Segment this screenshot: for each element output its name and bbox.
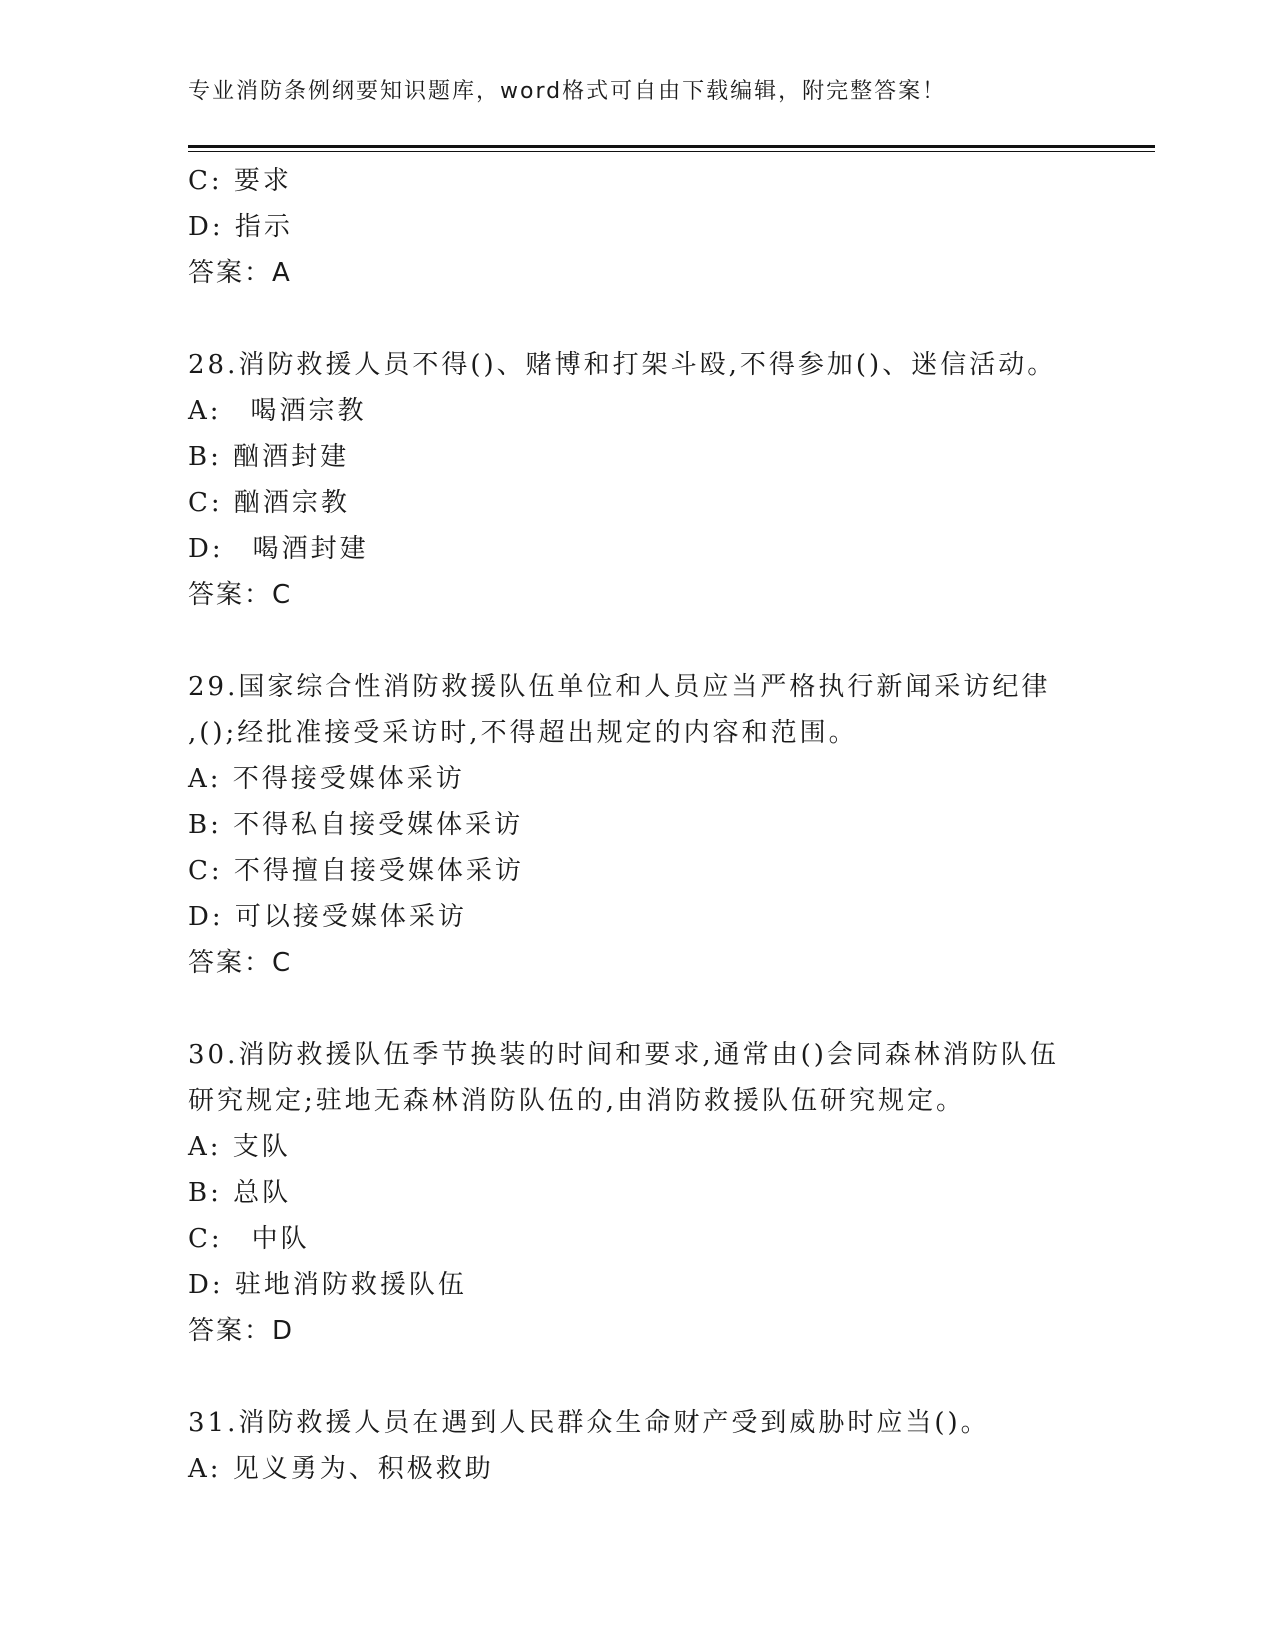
answer: 答案：D	[188, 1316, 295, 1346]
question-stem: 28.消防救援人员不得()、赌博和打架斗殴,不得参加()、迷信活动。	[188, 350, 1057, 380]
question-stem-cont: 研究规定;驻地无森林消防队伍的,由消防救援队伍研究规定。	[188, 1086, 966, 1116]
option-c: C: 中队	[188, 1224, 310, 1254]
option-b: B: 不得私自接受媒体采访	[188, 810, 524, 840]
option-a: A: 支队	[188, 1132, 291, 1162]
option-a: A: 见义勇为、积极救助	[188, 1454, 494, 1484]
page-header: 专业消防条例纲要知识题库，word格式可自由下载编辑，附完整答案！	[188, 79, 947, 104]
header-rule-thin	[188, 151, 1155, 152]
option-d: D: 可以接受媒体采访	[188, 902, 467, 932]
option-b: B: 总队	[188, 1178, 292, 1208]
option-a: A: 不得接受媒体采访	[188, 764, 465, 794]
option-c: C: 要求	[188, 166, 292, 196]
question-stem: 30.消防救援队伍季节换装的时间和要求,通常由()会同森林消防队伍	[188, 1040, 1059, 1070]
answer: 答案：A	[188, 258, 292, 288]
option-d: D: 驻地消防救援队伍	[188, 1270, 467, 1300]
option-d: D: 喝酒封建	[188, 534, 369, 564]
option-b: B: 酗酒封建	[188, 442, 350, 472]
option-d: D: 指示	[188, 212, 293, 242]
answer: 答案：C	[188, 948, 293, 978]
option-c: C: 不得擅自接受媒体采访	[188, 856, 524, 886]
header-rule	[188, 145, 1155, 148]
answer: 答案：C	[188, 580, 293, 610]
option-a: A: 喝酒宗教	[188, 396, 367, 426]
question-list	[188, 158, 1088, 1492]
option-c: C: 酗酒宗教	[188, 488, 350, 518]
question-stem-cont: ,();经批准接受采访时,不得超出规定的内容和范围。	[188, 718, 858, 748]
question-stem: 29.国家综合性消防救援队伍单位和人员应当严格执行新闻采访纪律	[188, 672, 1051, 702]
question-stem: 31.消防救援人员在遇到人民群众生命财产受到威胁时应当()。	[188, 1408, 990, 1438]
